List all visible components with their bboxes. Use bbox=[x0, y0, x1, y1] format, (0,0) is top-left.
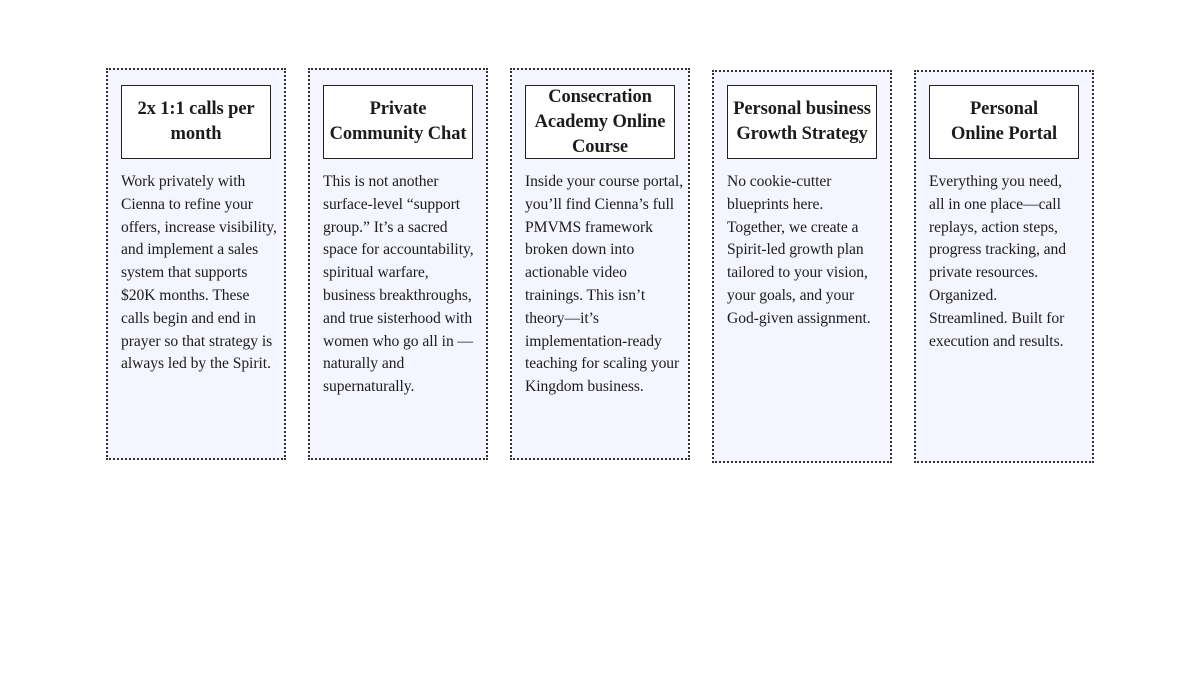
card-online-course bbox=[510, 68, 690, 460]
card-description: Inside your course portal, you’ll find Cienna’s full PMVMS framework broken down into actionable video trainings. This isn’t theory—it’s implementation-ready teaching for scaling your Kingdom business. bbox=[525, 173, 684, 396]
card-coaching-calls bbox=[106, 68, 286, 460]
card-description: Everything you need, all in one place—call replays, action steps, progress tracking, and private resources. Organized. Streamlined. Built for execution and results. bbox=[929, 173, 1067, 350]
card-online-portal bbox=[914, 70, 1094, 463]
card-growth-strategy bbox=[712, 70, 892, 463]
card-description: Work privately with Cienna to refine your offers, increase visibility, and implement a sales system that supports $20K months. These calls begin and end in prayer so that strategy is always led by the Spirit. bbox=[121, 173, 277, 373]
card-title: Personal business Growth Strategy bbox=[727, 85, 877, 159]
card-title: 2x 1:1 calls per month bbox=[121, 85, 271, 159]
card-title: Private Community Chat bbox=[323, 85, 473, 159]
card-description: This is not another surface-level “support group.” It’s a sacred space for accountability, spiritual warfare, business breakthroughs, and true sisterhood with women who go all in —naturally and supernaturally. bbox=[323, 173, 474, 396]
card-title: Consecration Academy Online Course bbox=[525, 85, 675, 159]
card-title: Personal Online Portal bbox=[929, 85, 1079, 159]
card-community-chat bbox=[308, 68, 488, 460]
card-description: No cookie-cutter blueprints here. Together, we create a Spirit-led growth plan tailored to your vision, your goals, and your God-given assignment. bbox=[727, 173, 871, 327]
